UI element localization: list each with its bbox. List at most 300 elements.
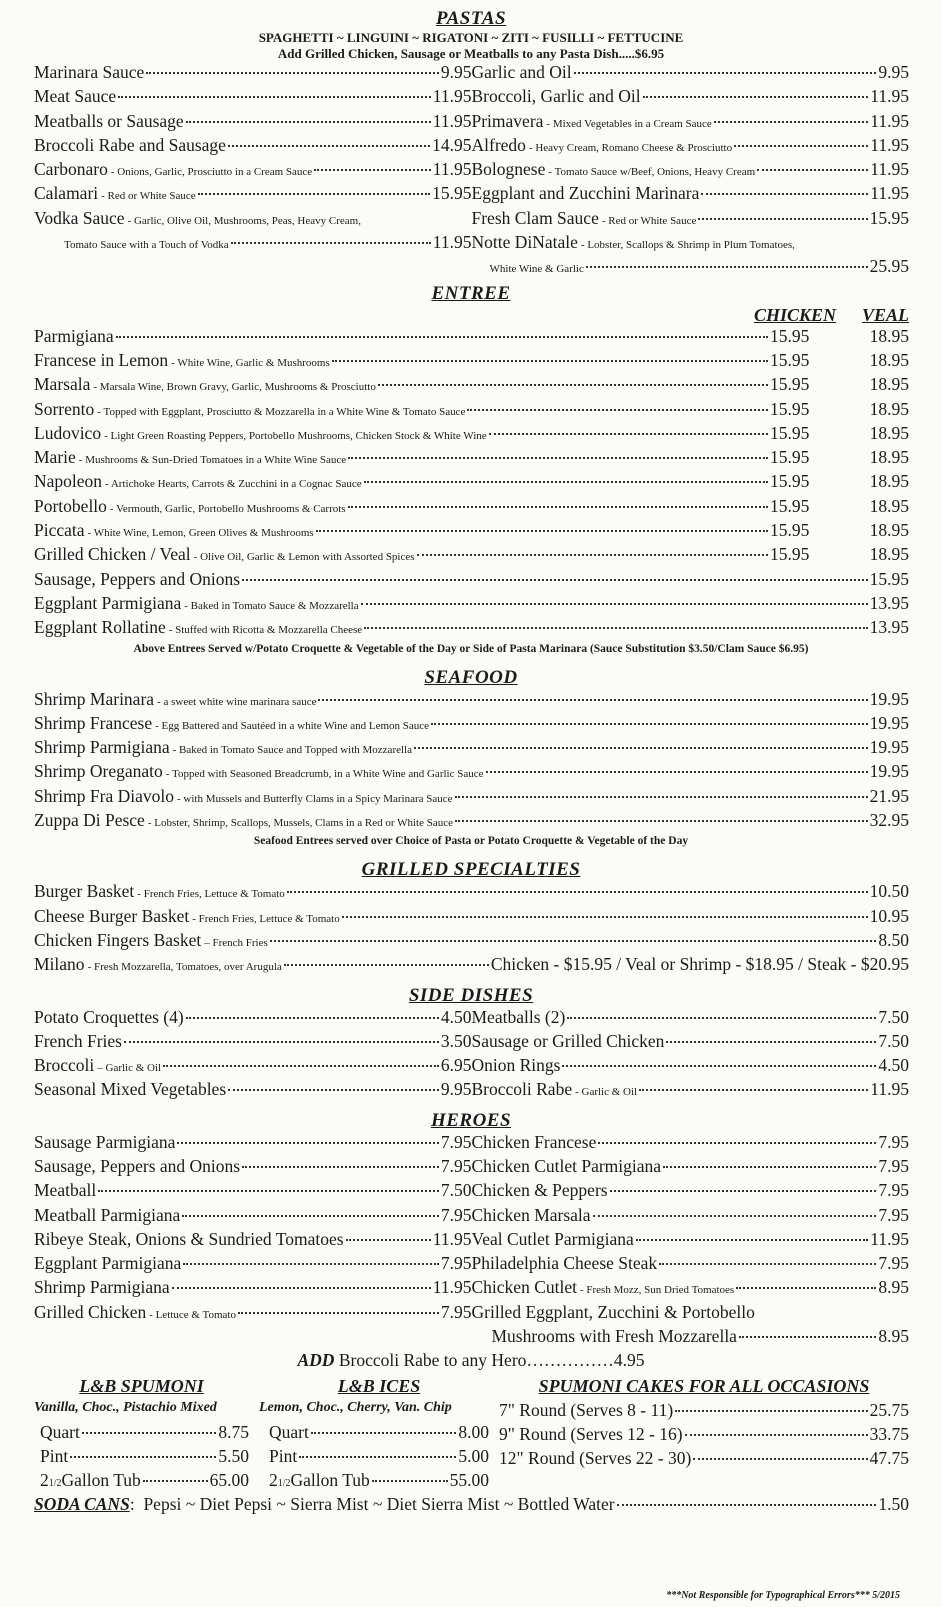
leader-dots [736,1287,876,1289]
item-name: Bolognese [471,159,546,180]
item-price: 10.50 [869,881,909,902]
leader-dots [182,1215,439,1217]
item-price: 3.50 [440,1030,472,1051]
menu-item: Grilled Eggplant, Zucchini & Portobello [471,1301,755,1322]
dessert-item [499,1424,909,1448]
grilled-title: GRILLED SPECIALTIES [361,859,581,881]
veal-price: 18.95 [869,544,909,565]
leader-dots [693,1458,867,1460]
leader-dots [98,1190,439,1192]
item-name: Burger Basket [34,881,135,902]
item-price: 19.95 [869,712,909,733]
menu-item [34,906,909,930]
spumoni-title: L&B SPUMONI [79,1376,204,1397]
leader-dots [228,1089,439,1091]
item-price: 7.95 [878,1204,909,1225]
menu-item [472,183,910,207]
leader-dots [118,96,431,98]
menu-item [34,135,472,159]
item-price: 33.75 [869,1424,909,1445]
item-name: Philadelphia Cheese Steak [471,1253,658,1274]
leader-dots [284,964,489,966]
leader-dots [675,1410,867,1412]
item-description: - with Mussels and Butterfly Clams in a Spicy Marinara Sauce [177,792,453,805]
menu-item [34,326,909,350]
item-price: 7.50 [878,1006,909,1027]
item-description: - Topped with Eggplant, Prosciutto & Mozzarella in a White Wine & Tomato Sauce [97,405,466,418]
chicken-price: 15.95 [770,544,810,565]
dessert-item [269,1446,489,1470]
leader-dots [610,1190,877,1192]
item-price: 11.95 [870,1079,909,1100]
item-price: 8.95 [878,1277,909,1298]
item-description: - Baked in Tomato Sauce & Mozzarella [184,599,359,612]
item-price: 15.95 [869,568,909,589]
item-price: 4.50 [878,1055,909,1076]
leader-dots [414,747,868,749]
leader-dots [270,940,877,942]
leader-dots [417,554,768,556]
menu-item [34,1205,472,1229]
item-description: - Mixed Vegetables in a Cream Sauce [546,117,712,130]
spumoni-column [34,1376,249,1494]
item-price: 7.95 [878,1131,909,1152]
item-description: - White Wine, Garlic & Mushrooms [171,356,330,369]
leader-dots [311,1432,457,1434]
menu-item [34,617,909,641]
heroes-title: HEROES [430,1109,512,1131]
item-description: - Garlic & Oil [575,1086,638,1099]
leader-dots [177,1142,438,1144]
item-price: 15.95 [432,183,472,204]
veal-price: 18.95 [869,349,909,370]
leader-dots [455,796,868,798]
leader-dots [685,1434,868,1436]
entree-column-heads [0,305,942,326]
menu-item: Milano - Fresh Mozzarella, Tomatoes, over Arugula Chicken - $15.95 / Veal or Shrimp - $18.95 / Steak - $20.95 [34,954,909,975]
item-description: - White Wine, Lemon, Green Olives & Mushrooms [87,527,314,540]
heroes-left-column [34,1132,472,1351]
spumoni-flavors: Vanilla, Choc., Pistachio Mixed [34,1400,217,1416]
item-name: Sausage Parmigiana [34,1131,176,1152]
menu-item: Vodka Sauce - Garlic, Olive Oil, Mushrooms, Peas, Heavy Cream, [34,207,361,228]
leader-dots [342,916,868,918]
item-description: - Onions, Garlic, Prosciutto in a Cream Sauce [110,166,313,179]
sides-right-column [472,1007,910,1104]
menu-item-continued: Mushrooms with Fresh Mozzarella 8.95 [491,1326,909,1347]
leader-dots [643,96,869,98]
cakes-column [499,1376,909,1494]
item-price: 8.00 [458,1422,489,1443]
menu-item [34,1277,472,1301]
item-price: 11.95 [432,86,472,107]
item-name: Shrimp Parmigiana [34,1277,170,1298]
leader-dots [617,1504,877,1506]
leader-dots [372,1480,448,1482]
item-name: Fresh Clam Sauce [471,207,599,228]
item-description: - Marsala Wine, Brown Gravy, Garlic, Mushrooms & Prosciutto [93,381,376,394]
menu-item [34,1253,472,1277]
dessert-item [40,1470,249,1494]
menu-item [34,159,472,183]
menu-item [472,135,910,159]
sides-title: SIDE DISHES [408,984,534,1006]
item-name: 2 [40,1470,49,1491]
item-name: Cheese Burger Basket [34,905,190,926]
menu-item [34,689,909,713]
leader-dots [228,145,430,147]
item-description: - Lobster, Shrimp, Scallops, Mussels, Clams in a Red or White Sauce [147,817,453,830]
item-name: Chicken Cutlet Parmigiana [471,1155,662,1176]
leader-dots [163,1065,439,1067]
item-price: 32.95 [869,810,909,831]
item-name: Eggplant Parmigiana [34,1253,182,1274]
dessert-item [269,1470,489,1494]
item-description: - Egg Battered and Sautéed in a white Wine and Lemon Sauce [155,719,430,732]
dessert-item [269,1422,489,1446]
menu-item [34,111,472,135]
item-name: Zuppa Di Pesce [34,810,145,831]
item-price: 7.50 [440,1180,472,1201]
item-name: Sausage, Peppers and Onions [34,1155,241,1176]
leader-dots [172,1287,431,1289]
menu-item [472,1277,910,1301]
leader-dots [663,1166,876,1168]
item-name: Sausage, Peppers and Onions [34,568,241,589]
item-description: - Mushrooms & Sun-Dried Tomatoes in a White Wine Sauce [78,454,347,467]
menu-item-continued: Tomato Sauce with a Touch of Vodka 11.95 [64,232,472,253]
menu-item [34,86,472,110]
sides-columns [0,1007,942,1104]
leader-dots [186,1017,439,1019]
dessert-item [499,1400,909,1424]
menu-item [472,1253,910,1277]
leader-dots [183,1263,439,1265]
menu-item [472,208,910,232]
item-name: Ribeye Steak, Onions & Sundried Tomatoes [34,1228,344,1249]
item-name: Broccoli Rabe and Sausage [34,134,226,155]
leader-dots [82,1432,217,1434]
chicken-price: 15.95 [770,374,810,395]
chicken-price: 15.95 [770,325,810,346]
item-description: - Light Green Roasting Peppers, Portobello Mushrooms, Chicken Stock & White Wine [104,429,487,442]
veal-price: 18.95 [869,325,909,346]
leader-dots [299,1456,456,1458]
item-name: Potato Croquettes (4) [34,1006,184,1027]
item-description: - Red or White Sauce [601,214,697,227]
menu-item [472,1229,910,1253]
veal-price: 18.95 [869,374,909,395]
pastas-types: SPAGHETTI ~ LINGUINI ~ RIGATONI ~ ZITI ~ FUSILLI ~ FETTUCINE [258,30,684,45]
item-name: Garlic and Oil [471,62,572,82]
menu-item [34,593,909,617]
leader-dots [348,457,768,459]
item-price: 11.95 [870,183,909,204]
menu-item [34,881,909,905]
chicken-column-head: CHICKEN [753,304,836,325]
item-name: Chicken Francese [471,1131,597,1152]
menu-item [34,786,909,810]
chicken-price: 15.95 [770,520,810,541]
heroes-right-column [472,1132,910,1351]
item-description: - Fresh Mozz, Sun Dried Tomatoes [579,1284,735,1297]
item-name: Marsala [34,374,91,395]
menu-item [34,520,909,544]
entree-title: ENTREE [431,282,511,304]
item-name: Calamari [34,183,99,204]
leader-dots [124,1041,439,1043]
menu-item [34,1302,472,1326]
item-name: 7" Round (Serves 8 - 11) [499,1400,674,1421]
leader-dots [593,1215,877,1217]
item-price: 7.95 [878,1180,909,1201]
item-name: Shrimp Parmigiana [34,737,170,758]
item-price: 8.75 [218,1422,249,1443]
pastas-left-column [34,62,472,281]
item-description: - Tomato Sauce w/Beef, Onions, Heavy Cream [548,166,756,179]
item-description: - Vermouth, Garlic, Portobello Mushrooms & Carrots [109,502,346,515]
menu-item [34,1180,472,1204]
item-name: Meatball Parmigiana [34,1204,181,1225]
leader-dots [348,506,768,508]
menu-item [472,1031,910,1055]
menu-item [34,447,909,471]
heroes-columns [0,1132,942,1351]
menu-item [472,1156,910,1180]
item-description: – French Fries [204,936,268,949]
item-description: - Olive Oil, Garlic & Lemon with Assorted Spices [193,551,415,564]
item-price: 14.95 [432,134,472,155]
item-price: 7.95 [440,1301,472,1322]
item-price: 10.95 [869,905,909,926]
veal-column-head: VEAL [861,304,909,325]
entree-note: Above Entrees Served w/Potato Croquette & Vegetable of the Day or Side of Pasta Marinara (Sauce Substitution $3.50/Clam Sauce $6.95) [133,642,809,655]
item-name: Ludovico [34,422,102,443]
menu-item [34,737,909,761]
ices-flavors: Lemon, Choc., Cherry, Van. Chip [259,1400,452,1416]
pastas-title: PASTAS [435,8,507,29]
leader-dots [701,193,868,195]
item-price: 11.95 [432,159,472,180]
menu-item [34,399,909,423]
item-name-fraction: 1/2 [277,1478,291,1490]
item-price: 5.00 [458,1446,489,1467]
item-price: 25.75 [869,1400,909,1421]
leader-dots [659,1263,876,1265]
leader-dots [238,1312,439,1314]
grilled-list [0,881,942,954]
chicken-price: 15.95 [770,349,810,370]
menu-item [472,159,910,183]
leader-dots [586,266,868,268]
item-price: 7.95 [440,1131,472,1152]
item-price: 11.95 [870,86,909,107]
leader-dots [567,1017,876,1019]
item-name: Broccoli Rabe [471,1079,573,1100]
leader-dots [739,1336,876,1338]
item-name: Quart [40,1422,80,1443]
item-description: - French Fries, Lettuce & Tomato [137,888,285,901]
item-price: 7.95 [440,1253,472,1274]
leader-dots [143,1480,208,1482]
menu-item [472,1079,910,1103]
menu-item [34,350,909,374]
item-name: Chicken & Peppers [471,1180,608,1201]
sides-left-column [34,1007,472,1104]
soda-row: SODA CANS : Pepsi ~ Diet Pepsi ~ Sierra Mist ~ Diet Sierra Mist ~ Bottled Water 1.50 [34,1494,909,1515]
menu-item [34,471,909,495]
item-name: 2 [269,1470,278,1491]
item-price: 7.95 [878,1253,909,1274]
menu-item [34,569,909,593]
item-price: 7.95 [440,1204,472,1225]
leader-dots [346,1239,431,1241]
item-description: - Baked in Tomato Sauce and Topped with Mozzarella [172,744,412,757]
item-name: Broccoli [34,1055,95,1076]
item-name: Veal Cutlet Parmigiana [471,1228,634,1249]
menu-item [472,86,910,110]
dessert-item [40,1446,249,1470]
item-name: Eggplant and Zucchini Marinara [471,183,700,204]
leader-dots [242,579,868,581]
item-name: Sausage or Grilled Chicken [471,1030,665,1051]
item-price: 19.95 [869,761,909,782]
item-name: Quart [269,1422,309,1443]
menu-item [472,1180,910,1204]
menu-item [34,1079,472,1103]
item-name: Eggplant Rollatine [34,617,166,638]
veal-price: 18.95 [869,471,909,492]
menu-item [34,1031,472,1055]
leader-dots [364,481,768,483]
menu-item [472,1055,910,1079]
item-price: 11.95 [870,1228,909,1249]
menu-item [34,374,909,398]
item-price: 11.95 [432,110,472,131]
item-name: Chicken Marsala [471,1204,591,1225]
item-price: 5.50 [218,1446,249,1467]
leader-dots [734,145,868,147]
add-broccoli-rabe-line: ADD Broccoli Rabe to any Hero……………4.95 [297,1350,645,1371]
menu-item [34,62,472,86]
item-price: 11.95 [870,134,909,155]
item-name: Francese in Lemon [34,349,169,370]
cakes-title: SPUMONI CAKES FOR ALL OCCASIONS [538,1376,870,1397]
item-price: 4.50 [440,1006,472,1027]
leader-dots [242,1166,439,1168]
menu-item [472,1132,910,1156]
leader-dots [562,1065,876,1067]
chicken-price: 15.95 [770,422,810,443]
leader-dots [332,360,768,362]
item-name: Pint [40,1446,69,1467]
item-name: Gallon Tub [290,1470,370,1491]
item-description: - Stuffed with Ricotta & Mozzarella Cheese [168,624,363,637]
leader-dots [314,169,431,171]
soda-price: 1.50 [878,1494,909,1515]
item-price: 7.50 [878,1030,909,1051]
item-price: 6.95 [440,1055,472,1076]
leader-dots [636,1239,868,1241]
leader-dots [486,771,868,773]
leader-dots [489,433,768,435]
item-description: - a sweet white wine marinara sauce [157,695,317,708]
item-name: Chicken Fingers Basket [34,929,202,950]
item-name: Onion Rings [471,1055,561,1076]
item-price: 11.95 [870,110,909,131]
item-name: Chicken Cutlet [471,1277,577,1298]
milano-row-wrap [0,954,942,978]
leader-dots [714,121,868,123]
item-name: Grilled Chicken / Veal [34,544,191,565]
veal-price: 18.95 [869,520,909,541]
item-name: Parmigiana [34,325,114,346]
menu-item [34,713,909,737]
seafood-note: Seafood Entrees served over Choice of Pasta or Potato Croquette & Vegetable of the Day [253,835,689,848]
leader-dots [287,891,868,893]
menu-item-continued: White Wine & Garlic 25.95 [489,256,909,277]
dessert-item [499,1448,909,1472]
pastas-columns [0,62,942,281]
menu-item [472,62,910,86]
leader-dots [598,1142,876,1144]
item-price: 9.95 [440,1079,472,1100]
item-price: 15.95 [869,207,909,228]
pastas-addon: Add Grilled Chicken, Sausage or Meatballs to any Pasta Dish.....$6.95 [277,46,665,61]
item-price: 11.95 [432,1228,472,1249]
leader-dots [361,603,868,605]
ices-column [259,1376,499,1494]
item-price: 9.95 [878,62,909,82]
menu-item [34,810,909,834]
menu-item [34,183,472,207]
item-description: - Topped with Seasoned Breadcrumb, in a White Wine and Garlic Sauce [165,768,484,781]
menu-item [472,1205,910,1229]
soda-list: Pepsi ~ Diet Pepsi ~ Sierra Mist ~ Diet Sierra Mist ~ Bottled Water [143,1494,615,1515]
item-price: 8.50 [878,929,909,950]
item-name: 12" Round (Serves 22 - 30) [499,1448,692,1469]
item-price: 13.95 [869,617,909,638]
chicken-price: 15.95 [770,495,810,516]
item-name-fraction: 1/2 [48,1478,62,1490]
item-name: Portobello [34,495,107,516]
menu-item [34,544,909,568]
item-description: - Red or White Sauce [101,190,196,203]
item-name: Carbonaro [34,159,108,180]
item-name: Primavera [471,110,544,131]
item-name: Seasonal Mixed Vegetables [34,1079,227,1100]
leader-dots [574,72,877,74]
item-name: Gallon Tub [61,1470,141,1491]
item-name: Shrimp Francese [34,712,153,733]
leader-dots [364,627,867,629]
leader-dots [455,820,868,822]
item-price: 19.95 [869,688,909,709]
entree-dual-list [0,326,942,569]
leader-dots [316,530,768,532]
item-price: 13.95 [869,592,909,613]
leader-dots [639,1089,868,1091]
item-description: - French Fries, Lettuce & Tomato [192,912,340,925]
leader-dots [378,384,768,386]
item-name: Pint [269,1446,298,1467]
footer-disclaimer: ***Not Responsible for Typographical Errors*** 5/2015 [666,1590,900,1601]
item-name: 9" Round (Serves 12 - 16) [499,1424,683,1445]
leader-dots [467,409,768,411]
item-name: Marinara Sauce [34,62,145,82]
item-name: Meatball [34,1180,97,1201]
leader-dots [231,242,431,244]
